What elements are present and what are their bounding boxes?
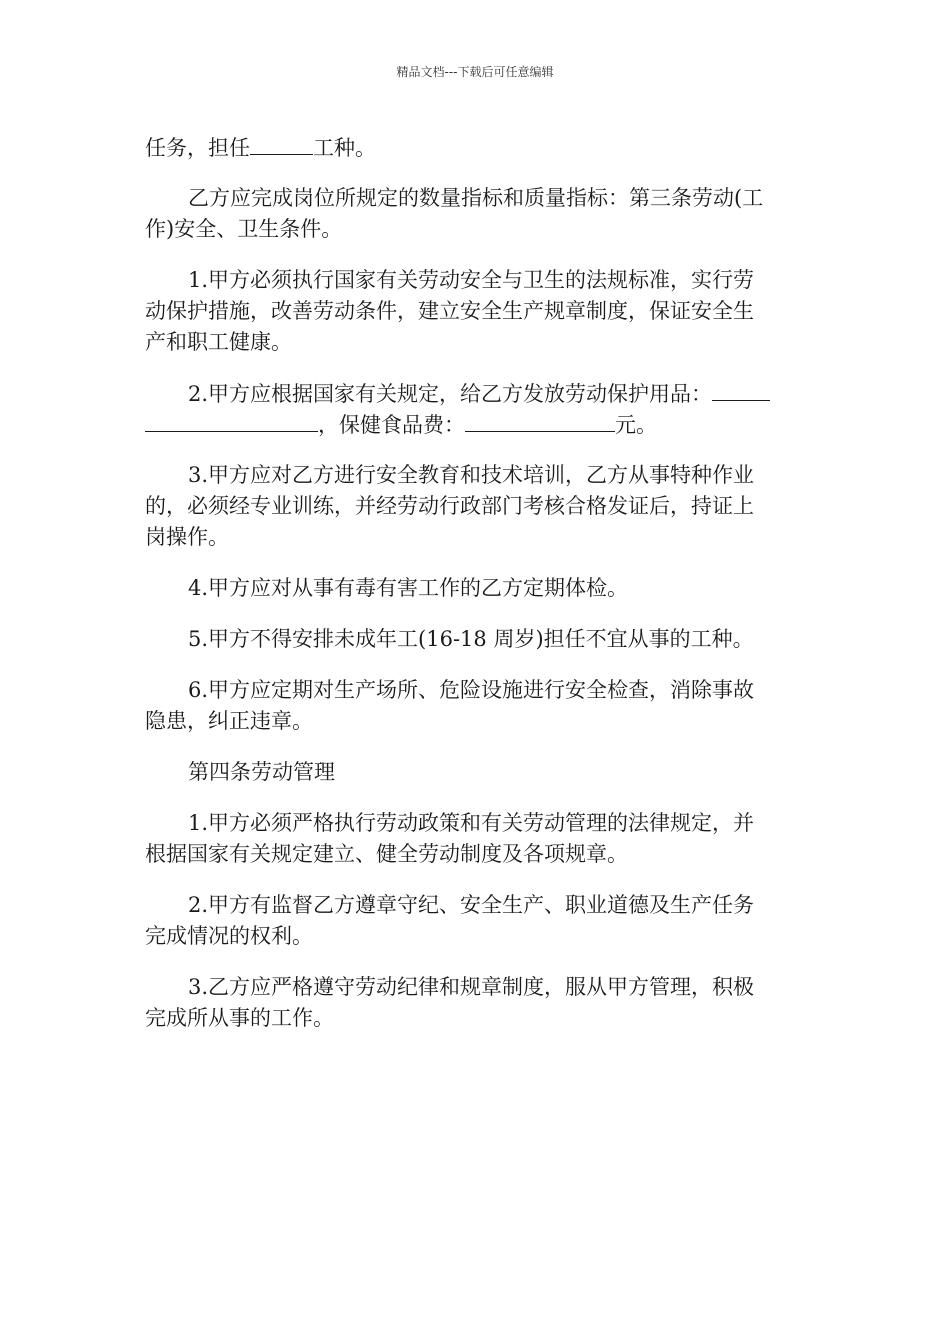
paragraph-line xyxy=(145,409,809,440)
page-header-watermark: 精品文档---下载后可任意编辑 xyxy=(396,65,554,79)
paragraph-line: 完成情况的权利。 xyxy=(145,924,313,948)
paragraph-text: 任务，担任 xyxy=(145,136,250,160)
paragraph-line: 根据国家有关规定建立、健全劳动制度及各项规章。 xyxy=(145,842,628,866)
fill-in-blank-health-food-fee xyxy=(465,409,615,432)
paragraph-line: 隐患，纠正违章。 xyxy=(145,709,313,733)
paragraph-text: 2.甲方应根据国家有关规定，给乙方发放劳动保护用品： xyxy=(188,382,713,406)
paragraph-text: 元。 xyxy=(615,413,657,437)
section-heading: 第四条劳动管理 xyxy=(188,760,335,784)
paragraph-line: 4.甲方应对从事有毒有害工作的乙方定期体检。 xyxy=(188,576,629,600)
paragraph-line: 3.乙方应严格遵守劳动纪律和规章制度，服从甲方管理，积极 xyxy=(188,975,755,999)
paragraph-line: 完成所从事的工作。 xyxy=(145,1006,334,1030)
fill-in-blank-protective-equipment xyxy=(712,378,770,401)
paragraph-line: 作)安全、卫生条件。 xyxy=(145,217,343,241)
fill-in-blank-protective-equipment-cont xyxy=(145,409,318,432)
paragraph-line xyxy=(145,132,809,163)
paragraph-text: 工种。 xyxy=(313,136,376,160)
paragraph-line: 1.甲方必须严格执行劳动政策和有关劳动管理的法律规定，并 xyxy=(188,811,755,835)
paragraph-line: 产和职工健康。 xyxy=(145,330,292,354)
paragraph-line xyxy=(145,378,809,409)
paragraph-line: 2.甲方有监督乙方遵章守纪、安全生产、职业道德及生产任务 xyxy=(188,893,755,917)
paragraph-line: 3.甲方应对乙方进行安全教育和技术培训，乙方从事特种作业 xyxy=(188,463,755,487)
paragraph-line: 动保护措施，改善劳动条件，建立安全生产规章制度，保证安全生 xyxy=(145,299,754,323)
paragraph-line: 1.甲方必须执行国家有关劳动安全与卫生的法规标准，实行劳 xyxy=(188,268,755,292)
paragraph-line: 5.甲方不得安排未成年工(16-18 周岁)担任不宜从事的工种。 xyxy=(188,627,754,651)
paragraph-line: 的，必须经专业训练，并经劳动行政部门考核合格发证后，持证上 xyxy=(145,494,754,518)
paragraph-line: 岗操作。 xyxy=(145,525,229,549)
paragraph-text: ，保健食品费： xyxy=(318,413,465,437)
paragraph-line: 乙方应完成岗位所规定的数量指标和质量指标：第三条劳动(工 xyxy=(188,186,764,210)
document-body xyxy=(145,132,809,1034)
paragraph-line: 6.甲方应定期对生产场所、危险设施进行安全检查，消除事故 xyxy=(188,678,755,702)
fill-in-blank-job-type xyxy=(250,132,313,155)
